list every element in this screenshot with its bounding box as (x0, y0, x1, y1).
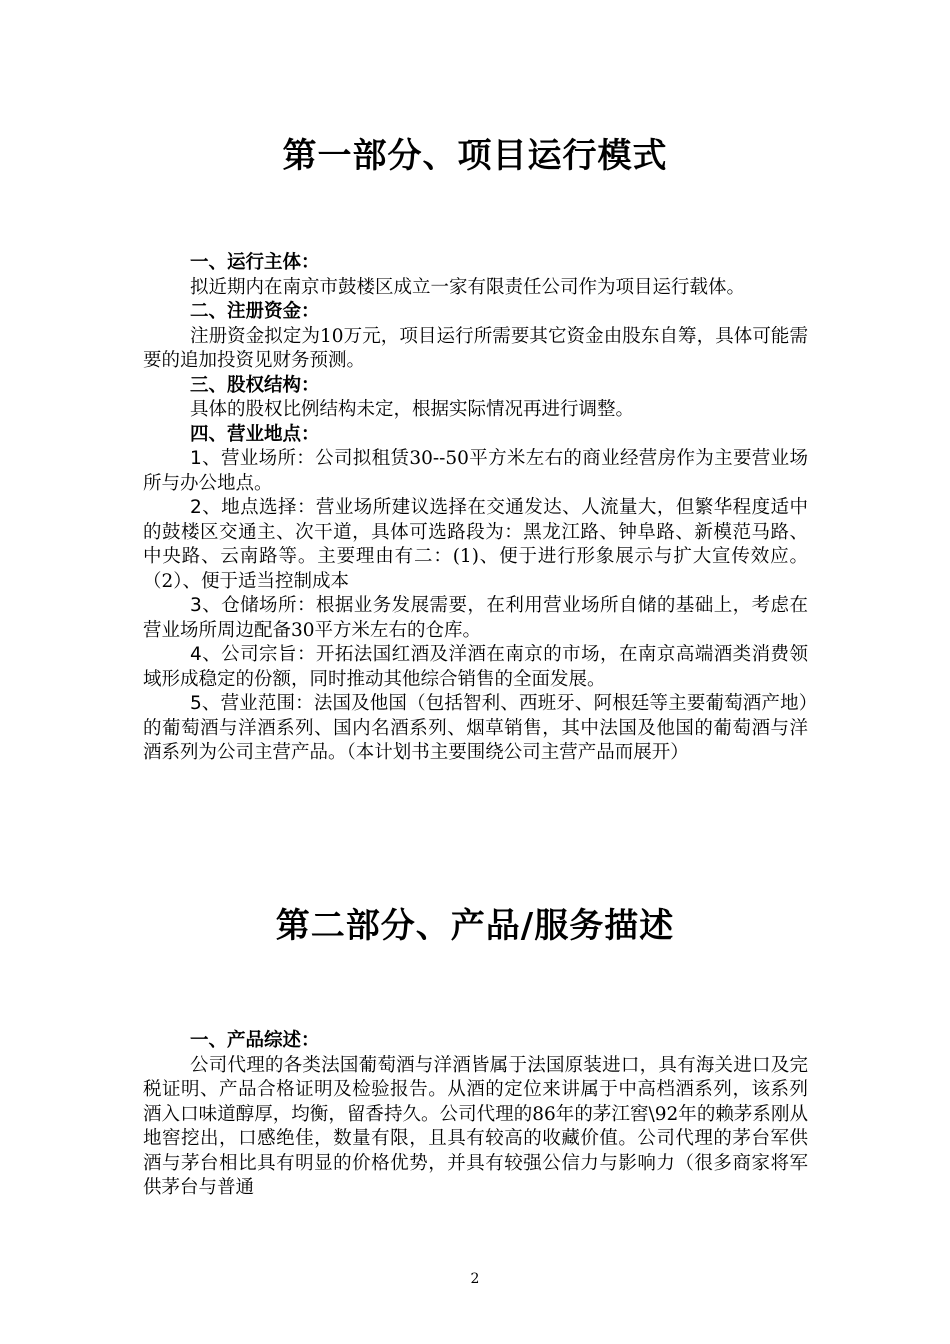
page-number: 2 (470, 1271, 480, 1287)
heading-product-overview: 一、产品综述： (190, 1030, 320, 1051)
item-text: ：公司拟租赁30--50平方米左右的商业经营房作为主要营业场所与办公地点。 (143, 448, 808, 494)
item-label: 3、仓储场所 (190, 595, 297, 616)
item-company-purpose (143, 643, 808, 692)
heading-registered-capital: 二、注册资金： (190, 301, 320, 322)
part1-body (143, 251, 808, 766)
part2-title: 第二部分、产品/服务描述 (275, 906, 675, 946)
item-business-premises (143, 447, 808, 496)
para-product-overview: 公司代理的各类法国葡萄酒与洋酒皆属于法国原装进口，具有海关进口及完税证明、产品合格证明及检验报告。从酒的定位来讲属于中高档酒系列，该系列酒入口味道醇厚，均衡，留香持久。公司代理的86年的茅江窖\92年的赖茅系刚从地窖挖出，口感绝佳，数量有限，且具有较高的收藏价值。公司代理的茅台军供酒与茅台相比具有明显的价格优势，并具有较强公信力与影响力（很多商家将军供茅台与普通 (143, 1054, 808, 1198)
part2-body (143, 1029, 808, 1201)
item-label: 4、公司宗旨 (190, 644, 297, 665)
item-text: ：营业场所建议选择在交通发达、人流量大，但繁华程度适中的鼓楼区交通主、次干道，具体可选路段为：黑龙江路、钟阜路、新模范马路、中央路、云南路等。主要理由有二：(1)、便于进行形象展示与扩大宣传效应。（2）、便于适当控制成本 (143, 497, 808, 592)
item-text: ：根据业务发展需要，在利用营业场所自储的基础上，考虑在营业场所周边配备30平方米左右的仓库。 (143, 595, 808, 641)
item-label: 2、地点选择 (190, 497, 297, 518)
heading-equity-structure: 三、股权结构： (190, 374, 320, 396)
item-text: ：法国及他国（包括智利、西班牙、阿根廷等主要葡萄酒产地）的葡萄酒与洋酒系列、国内名酒系列、烟草销售，其中法国及他国的葡萄酒与洋酒系列为公司主营产品。（本计划书主要围绕公司主营产品而展开） (143, 693, 808, 763)
item-storage (143, 594, 808, 643)
heading-operating-entity: 一、运行主体： (190, 252, 320, 273)
para-equity-structure: 具体的股权比例结构未定，根据实际情况再进行调整。 (190, 399, 635, 420)
heading-business-location: 四、营业地点： (190, 423, 320, 445)
item-label: 5、营业范围 (190, 693, 296, 714)
part1-title: 第一部分、项目运行模式 (282, 136, 668, 176)
item-label: 1、营业场所 (190, 448, 297, 469)
item-location-choice (143, 496, 808, 594)
para-operating-entity: 拟近期内在南京市鼓楼区成立一家有限责任公司作为项目运行载体。 (190, 276, 746, 298)
para-registered-capital: 注册资金拟定为10万元，项目运行所需要其它资金由股东自筹，具体可能需要的追加投资见财务预测。 (143, 325, 808, 371)
item-business-scope (143, 692, 808, 766)
item-text: ：开拓法国红酒及洋酒在南京的市场，在南京高端酒类消费领域形成稳定的份额，同时推动其他综合销售的全面发展。 (143, 644, 808, 690)
